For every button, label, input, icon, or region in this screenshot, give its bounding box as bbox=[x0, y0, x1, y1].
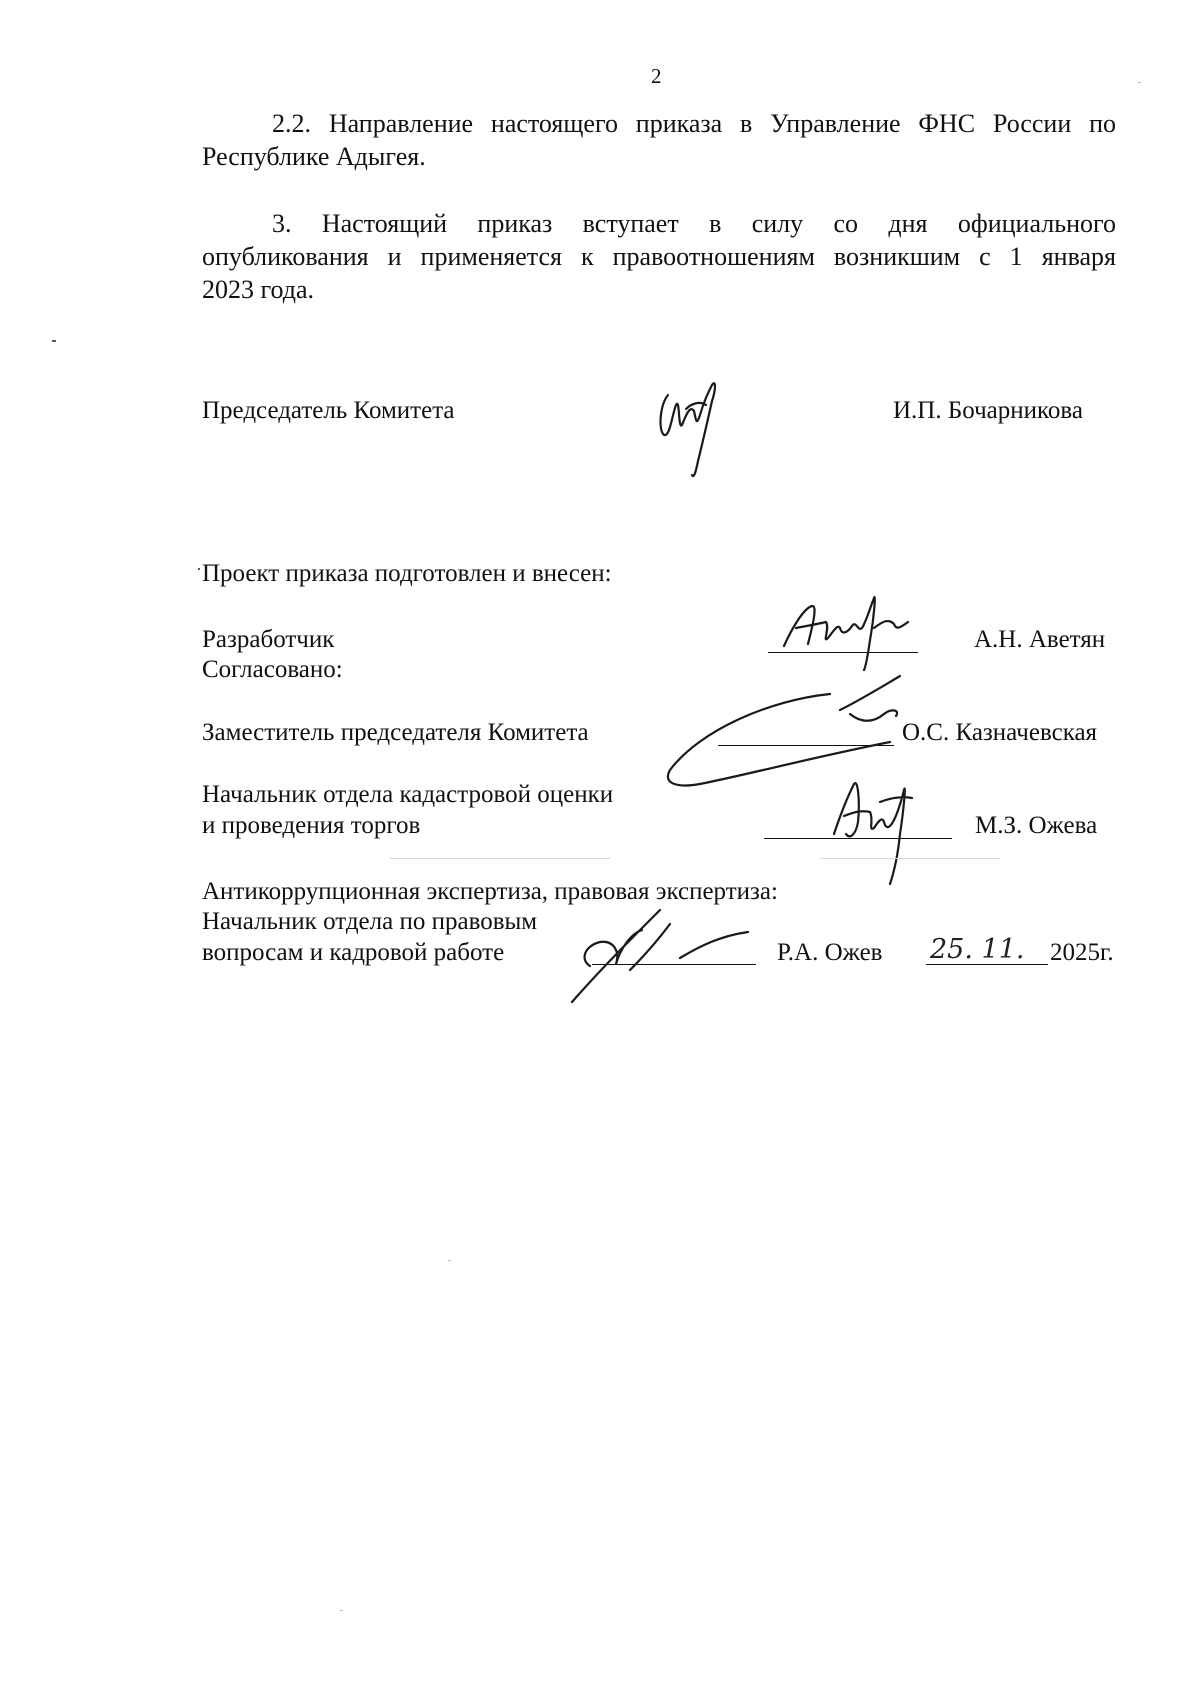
prepared-by-heading: Проект приказа подготовлен и внесен: bbox=[202, 560, 612, 587]
scan-speck bbox=[448, 1260, 451, 1261]
paragraph-2-2 bbox=[202, 107, 1116, 173]
legal-head-position-line-2: вопросам и кадровой работе bbox=[202, 939, 505, 966]
date-line bbox=[926, 964, 1048, 965]
chairman-name: И.П. Бочарникова bbox=[893, 397, 1083, 424]
paragraph-2-2-line-1: 2.2. Направление настоящего приказа в Управление ФНС России по bbox=[272, 109, 1116, 138]
cadastral-head-position-line-1: Начальник отдела кадастровой оценки bbox=[202, 781, 614, 808]
chairman-signature bbox=[650, 375, 740, 485]
scan-speck bbox=[820, 858, 1000, 859]
scan-speck bbox=[198, 568, 200, 570]
date-handwritten: 25. 11. bbox=[930, 934, 1025, 965]
developer-position: Разработчик bbox=[202, 626, 335, 653]
paragraph-2-2-line-2: Республике Адыгея. bbox=[202, 142, 426, 171]
paragraph-3 bbox=[202, 207, 1116, 306]
legal-head-name: Р.А. Ожев bbox=[777, 939, 883, 966]
legal-head-signature bbox=[560, 890, 760, 1010]
developer-name: А.Н. Аветян bbox=[974, 626, 1106, 653]
paragraph-3-line-3: 2023 года. bbox=[202, 275, 315, 304]
agreed-label: Согласовано: bbox=[202, 656, 343, 683]
scan-speck bbox=[1138, 82, 1141, 83]
page-number: 2 bbox=[651, 64, 662, 88]
chairman-position: Председатель Комитета bbox=[202, 397, 455, 424]
developer-signature bbox=[778, 588, 918, 678]
scan-speck bbox=[340, 1610, 343, 1611]
legal-head-position-line-1: Начальник отдела по правовым bbox=[202, 908, 538, 935]
scan-speck bbox=[390, 858, 610, 859]
expertise-heading: Антикоррупционная экспертиза, правовая экспертиза: bbox=[202, 878, 778, 905]
cadastral-head-name: М.З. Ожева bbox=[975, 812, 1098, 839]
deputy-name: О.С. Казначевская bbox=[902, 719, 1098, 746]
paragraph-3-line-1: 3. Настоящий приказ вступает в силу со дня официального bbox=[272, 209, 1116, 238]
deputy-position: Заместитель председателя Комитета bbox=[202, 719, 589, 746]
scan-speck bbox=[52, 340, 56, 342]
paragraph-3-line-2: опубликования и применяется к правоотношениям возникшим с 1 января bbox=[202, 242, 1116, 271]
date-year: 2025г. bbox=[1050, 939, 1114, 966]
cadastral-head-position-line-2: и проведения торгов bbox=[202, 812, 421, 839]
cadastral-head-signature bbox=[820, 772, 920, 890]
